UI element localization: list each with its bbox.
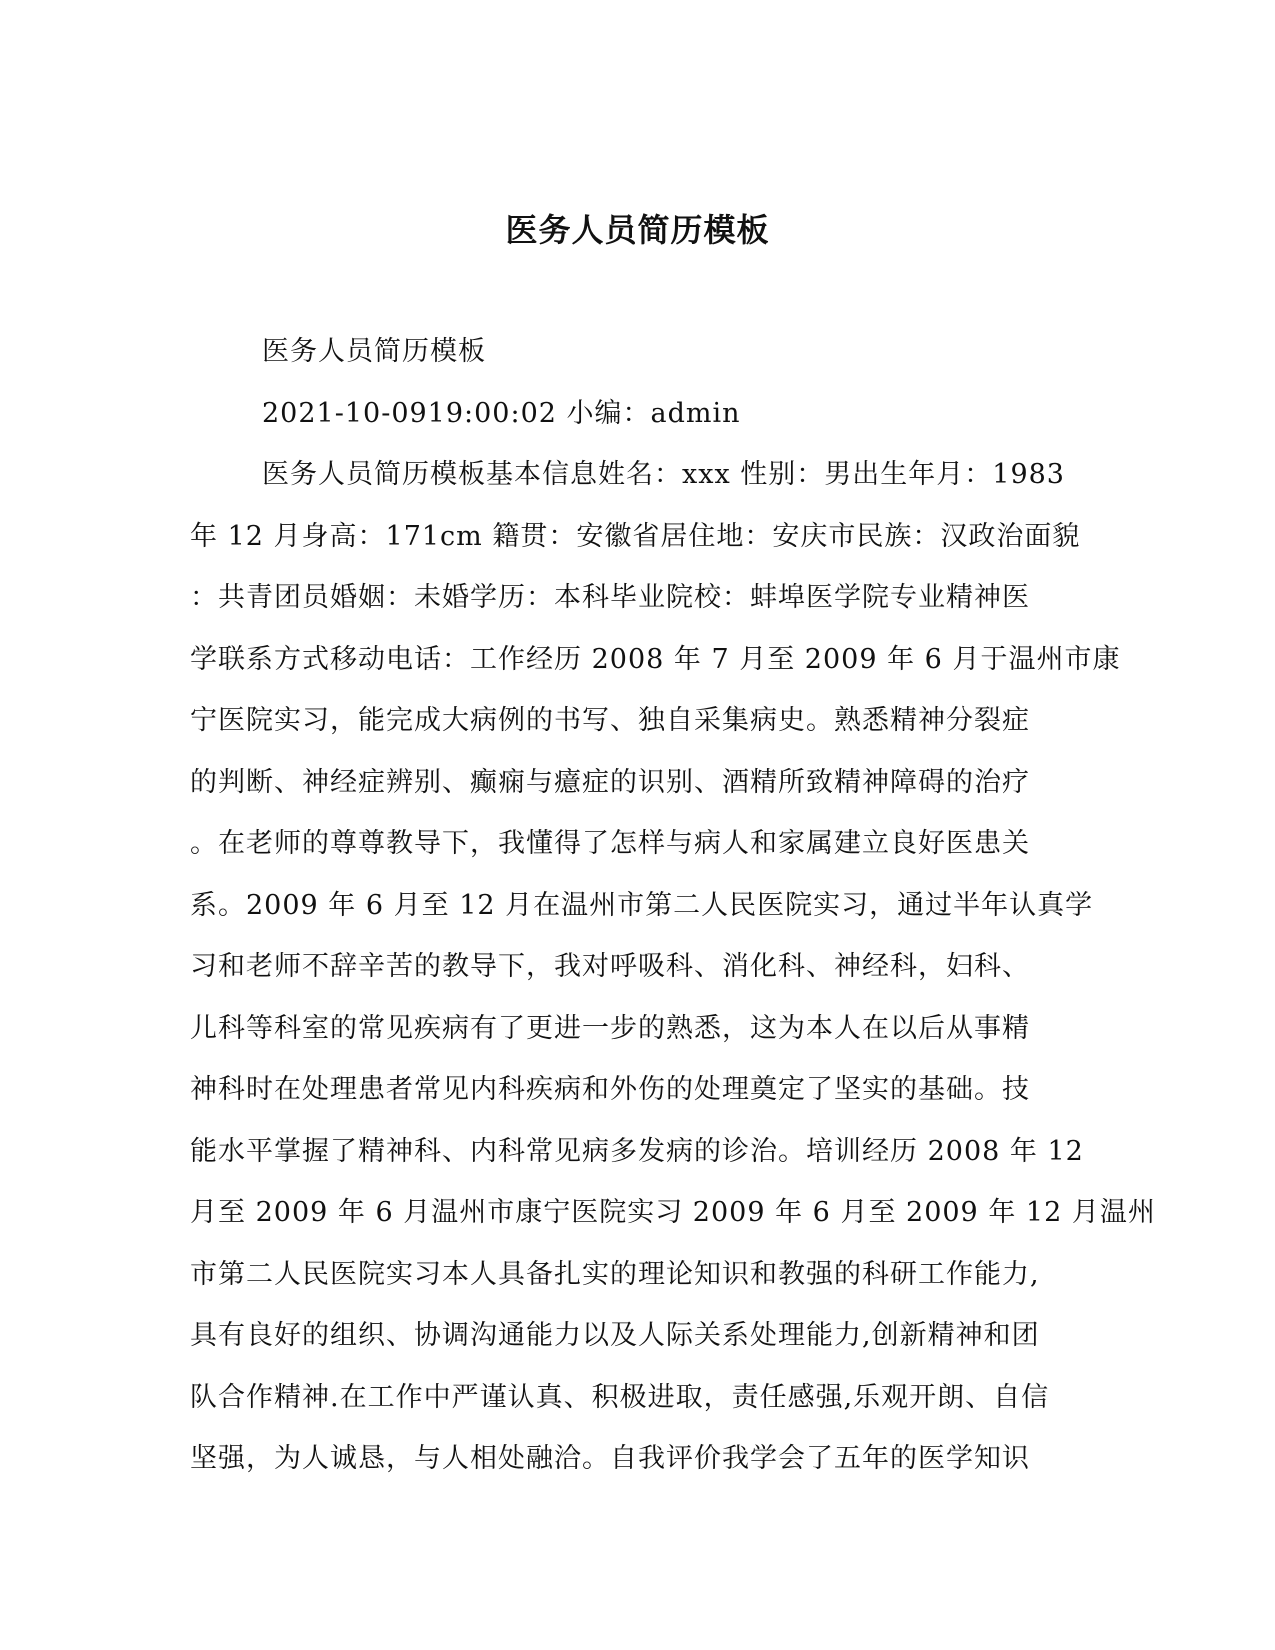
body-line: 能水平掌握了精神科、内科常见病多发病的诊治。培训经历 2008 年 12 [190,1135,1084,1167]
body-line: 习和老师不辞辛苦的教导下，我对呼吸科、消化科、神经科，妇科、 [190,951,1030,982]
body-line: ：共青团员婚姻：未婚学历：本科毕业院校：蚌埠医学院专业精神医 [190,582,1030,613]
body-line: 神科时在处理患者常见内科疾病和外伤的处理奠定了坚实的基础。技 [190,1074,1030,1105]
body-line-meta: 2021-10-0919:00:02 小编：admin [262,397,741,429]
body-line: 年 12 月身高：171cm 籍贯：安徽省居住地：安庆市民族：汉政治面貌 [190,520,1081,552]
body-line: 队合作精神.在工作中严谨认真、积极进取，责任感强,乐观开朗、自信 [190,1381,1050,1413]
body-line: 坚强，为人诚恳，与人相处融洽。自我评价我学会了五年的医学知识 [190,1443,1030,1474]
body-line: 宁医院实习，能完成大病例的书写、独自采集病史。熟悉精神分裂症 [190,705,1030,736]
body-line: 系。2009 年 6 月至 12 月在温州市第二人民医院实习，通过半年认真学 [190,889,1094,921]
body-line: 月至 2009 年 6 月温州市康宁医院实习 2009 年 6 月至 2009 年 12 月温州 [190,1197,1156,1228]
body-line: 儿科等科室的常见疾病有了更进一步的熟悉，这为本人在以后从事精 [190,1012,1030,1044]
body-line: 市第二人民医院实习本人具备扎实的理论知识和教强的科研工作能力, [190,1258,1040,1290]
body-line: 的判断、神经症辨别、癫痫与癔症的识别、酒精所致精神障碍的治疗 [190,766,1030,798]
body-line-subtitle: 医务人员简历模板 [262,336,486,367]
body-line: 。在老师的尊尊教导下，我懂得了怎样与病人和家属建立良好医患关 [190,828,1030,859]
body-line: 学联系方式移动电话：工作经历 2008 年 7 月至 2009 年 6 月于温州市康 [190,643,1121,675]
body-line: 医务人员简历模板基本信息姓名：xxx 性别：男出生年月：1983 [262,459,1065,490]
document-title: 医务人员简历模板 [505,211,770,249]
body-line: 具有良好的组织、协调沟通能力以及人际关系处理能力,创新精神和团 [190,1320,1040,1351]
document-body [190,330,1156,1499]
